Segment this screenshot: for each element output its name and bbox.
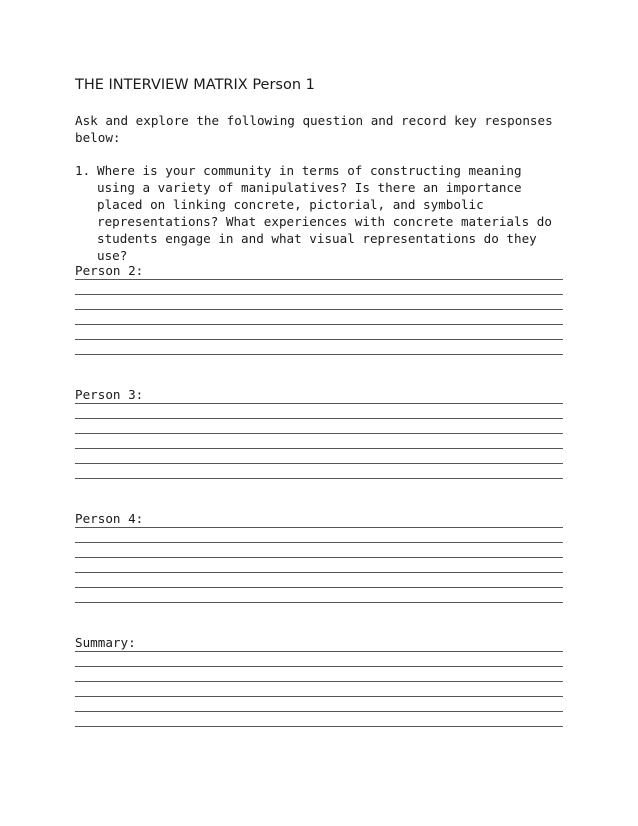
answer-line[interactable]	[75, 324, 563, 325]
answer-line[interactable]	[75, 418, 563, 419]
section-label: Person 4:	[75, 511, 144, 526]
answer-line[interactable]	[75, 527, 563, 528]
answer-line[interactable]	[75, 448, 563, 449]
answer-line[interactable]	[75, 279, 563, 280]
answer-line[interactable]	[75, 309, 563, 310]
answer-line[interactable]	[75, 572, 563, 573]
answer-line[interactable]	[75, 339, 563, 340]
question-text: Where is your community in terms of constructing meaning using a variety of manipulatives? Is there an importance placed on linking concrete, pictorial, and symbolic representations? What experiences with concrete materials do students engage in and what visual representations do they use?	[97, 163, 552, 263]
answer-line[interactable]	[75, 294, 563, 295]
answer-line[interactable]	[75, 666, 563, 667]
answer-line[interactable]	[75, 696, 563, 697]
answer-line[interactable]	[75, 463, 563, 464]
answer-line[interactable]	[75, 726, 563, 727]
answer-line[interactable]	[75, 354, 563, 355]
section-label: Person 2:	[75, 263, 144, 278]
answer-line[interactable]	[75, 557, 563, 558]
answer-line[interactable]	[75, 681, 563, 682]
answer-line[interactable]	[75, 651, 563, 652]
section-label: Summary:	[75, 635, 136, 650]
answer-line[interactable]	[75, 542, 563, 543]
question-1	[75, 162, 563, 264]
page-title: THE INTERVIEW MATRIX Person 1	[75, 77, 315, 93]
answer-line[interactable]	[75, 433, 563, 434]
question-number: 1.	[75, 163, 91, 178]
answer-line[interactable]	[75, 711, 563, 712]
answer-line[interactable]	[75, 478, 563, 479]
answer-line[interactable]	[75, 403, 563, 404]
answer-line[interactable]	[75, 602, 563, 603]
answer-line[interactable]	[75, 587, 563, 588]
instructions-text: Ask and explore the following question and record key responses below:	[75, 113, 553, 145]
section-label: Person 3:	[75, 387, 144, 402]
